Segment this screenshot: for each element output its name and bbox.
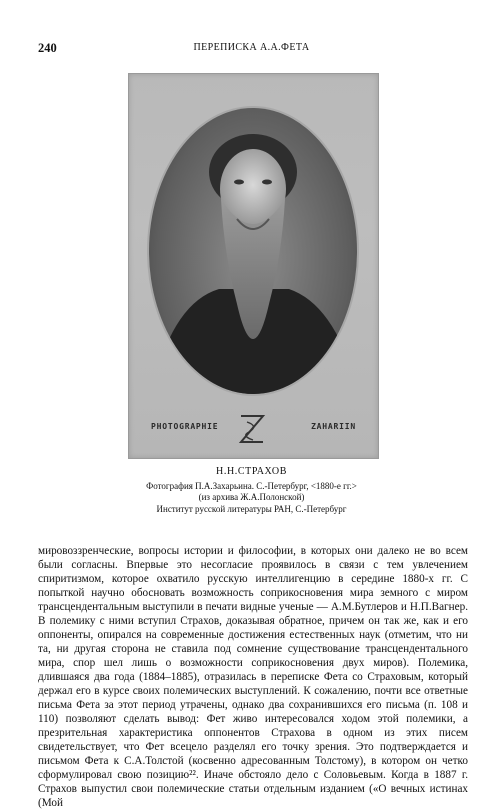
caption-line: Институт русской литературы РАН, С.-Петербург [156, 503, 347, 514]
paragraph: мировоззренческие, вопросы истории и философии, в которых они далеко не во всем были согласны. Впервые это несогласие проявилось в связи с тем увлечением спиритизмом, которое охватило русскую интеллигенцию в середине 1880-х гг. С попыткой научно обосновать возможность соприкосновения мира земного с миром трансцендентальным выступили в печати видные ученые — А.М.Бутлеров и Н.П.Вагнер. В полемику с ними вступил Страхов, доказывая обратное, причем он так же, как и его оппоненты, опирался на современные достижения естественных наук (отметим, что ни та, ни другая сторона не ставила под сомнение существование трансцендентального мира, спор шел лишь о возможности соприкосновения двух миров). Полемика, длившаяся два года (1884–1885), отразилась в переписке Фета со Страховым, который держал его в курсе своих полемических выступлений. К сожалению, почти все ответные письма Фета за этот период утрачены, однако два сохранившихся его письма (п. 108 и 110) позволяют сделать вывод: Фет живо интересовался ходом этой полемики, а презрительная характеристика оппонентов Страхова в одном из этих писем свидетельствует, что Фет всецело разделял его точку зрения. Это подтверждается и письмом Фета к С.А.Толстой (косвенно адресованным Толстому), в котором он четко сформулировал свою позицию²². Иначе обстояло дело с Соловьевым. Когда в 1887 г. Страхов выпустил свои полемические статьи отдельным изданием («О вечных истинах (Мой [38, 545, 468, 809]
studio-mark-left: PHOTOGRAPHIE [151, 422, 219, 431]
running-header: ПЕРЕПИСКА А.А.ФЕТА [193, 42, 310, 53]
body-text [38, 544, 468, 810]
portrait-photo [128, 73, 379, 459]
studio-mark-right: ZAHARIIN [311, 422, 356, 431]
portrait-image [129, 74, 378, 458]
caption-line: (из архива Ж.А.Полонской) [198, 492, 305, 502]
caption-name: Н.Н.СТРАХОВ [216, 466, 287, 477]
caption-line: Фотография П.А.Захарьина. С.-Петербург, <1880-е гг.> [146, 480, 357, 491]
studio-monogram-icon [237, 412, 267, 446]
photo-caption [0, 466, 503, 515]
page-number: 240 [38, 41, 57, 55]
